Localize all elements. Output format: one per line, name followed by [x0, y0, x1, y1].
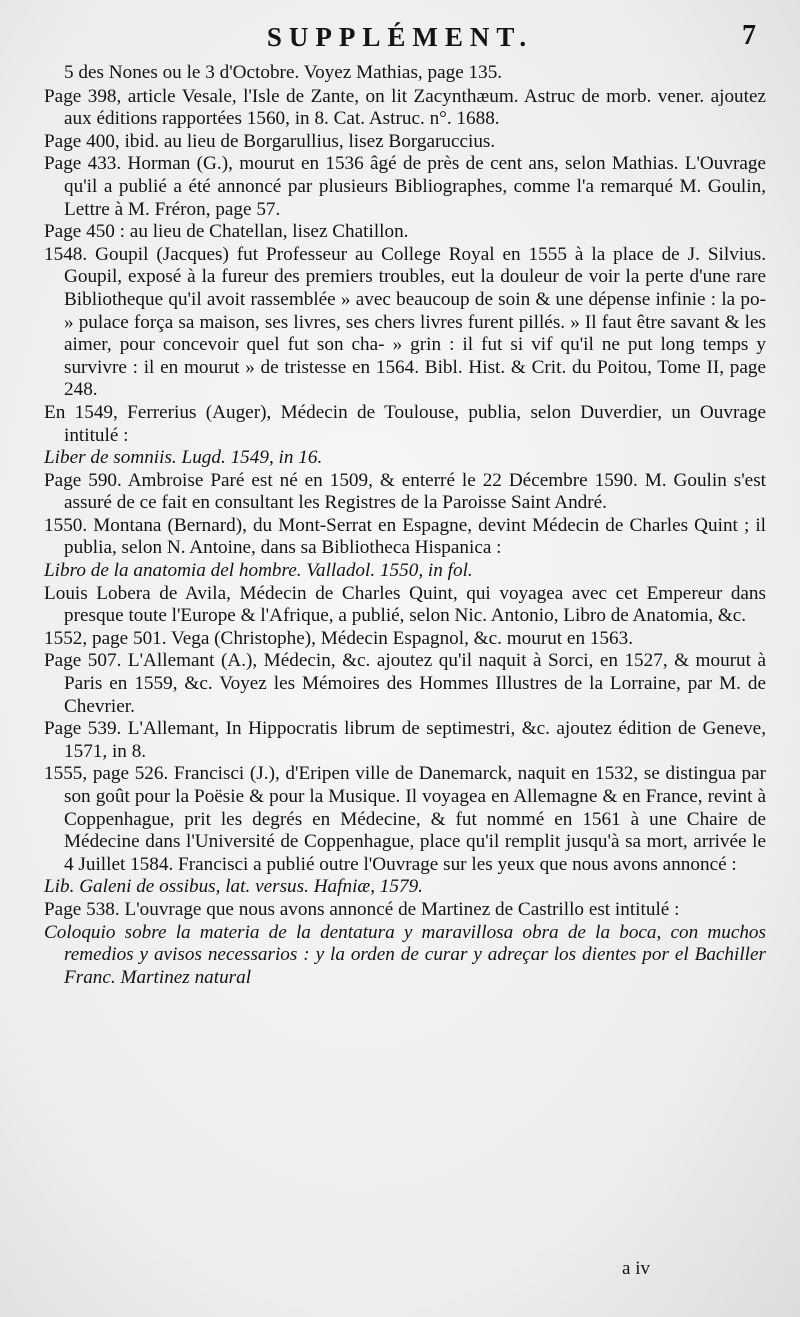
paragraph: Page 398, article Vesale, l'Isle de Zante, on lit Zacynthæum. Astruc de morb. vener. ajoutez aux éditions rapportées 1560, in 8. Cat. Astruc. n°. 1688.	[44, 85, 766, 130]
paragraph: 1548. Goupil (Jacques) fut Professeur au College Royal en 1555 à la place de J. Silvius. Goupil, exposé à la fureur des premiers troubles, eut la douleur de voir la perte d'une rare Bibliotheque qu'il avoit rassemblée » avec beaucoup de soin & une dépense infinie : la po- » pulace força sa maison, ses livres, ses chers livres furent pillés. » Il faut être savant & les aimer, pour concevoir quel fut son cha- » grin : il fut si vif qu'il ne put long temps y survivre : il en mourut » de tristesse en 1564. Bibl. Hist. & Crit. du Poitou, Tome II, page 248.	[44, 243, 766, 401]
paragraph: 1555, page 526. Francisci (J.), d'Eripen ville de Danemarck, naquit en 1532, se distingua par son goût pour la Poësie & pour la Musique. Il voyagea en Allemagne & en France, revint à Coppenhague, prit les degrés en Médecine, & fut nommé en 1561 à une Chaire de Médecine dans l'Université de Coppenhague, place qu'il remplit jusqu'à sa mort, arrivée le 4 Juillet 1584. Francisci a publié outre l'Ouvrage sur les yeux que nous avons annoncé :	[44, 763, 766, 875]
page-number: 7	[742, 20, 756, 51]
book-title: Libro de la anatomia del hombre. Valladol. 1550, in fol.	[44, 560, 473, 582]
paragraph: En 1549, Ferrerius (Auger), Médecin de Toulouse, publia, selon Duverdier, un Ouvrage intitulé :	[44, 401, 766, 446]
paragraph: Page 507. L'Allemant (A.), Médecin, &c. ajoutez qu'il naquit à Sorci, en 1527, & mourut à Paris en 1559, &c. Voyez les Mémoires des Hommes Illustres de la Lorraine, par M. de Chevrier.	[44, 650, 766, 717]
paragraph: Page 590. Ambroise Paré est né en 1509, & enterré le 22 Décembre 1590. M. Goulin s'est assuré de ce fait en consultant les Registres de la Paroisse Saint André.	[44, 469, 766, 514]
running-head: SUPPLÉMENT.	[266, 22, 534, 52]
book-title: Lib. Galeni de ossibus, lat. versus. Hafniæ, 1579.	[44, 876, 423, 898]
paragraph: Page 450 : au lieu de Chatellan, lisez Chatillon.	[44, 221, 409, 243]
paragraph: 1552, page 501. Vega (Christophe), Médecin Espagnol, &c. mourut en 1563.	[44, 627, 634, 649]
paragraph: Page 539. L'Allemant, In Hippocratis librum de septimestri, &c. ajoutez édition de Geneve, 1571, in 8.	[44, 718, 766, 762]
paragraph: Louis Lobera de Avila, Médecin de Charles Quint, qui voyagea avec cet Empereur dans presque toute l'Europe & l'Afrique, a publié, selon Nic. Antonio, Libro de Anatomia, &c.	[44, 582, 766, 627]
text-body	[44, 62, 766, 989]
paragraph: 1550. Montana (Bernard), du Mont-Serrat en Espagne, devint Médecin de Charles Quint ; il publia, selon N. Antoine, dans sa Bibliotheca Hispanica :	[44, 514, 766, 559]
book-title: Liber de somniis. Lugd. 1549, in 16.	[44, 447, 323, 469]
paragraph: Page 400, ibid. au lieu de Borgarullius, lisez Borgaruccius.	[44, 130, 496, 152]
paragraph: 5 des Nones ou le 3 d'Octobre. Voyez Mathias, page 135.	[64, 62, 503, 83]
book-title: Coloquio sobre la materia de la dentatura y maravillosa obra de la boca, con muchos remedios y avisos necessarios : y la orden de curar y adreçar los dientes por el Bachiller Franc. Martinez natural	[44, 921, 766, 988]
paragraph: Page 538. L'ouvrage que nous avons annoncé de Martinez de Castrillo est intitulé :	[44, 898, 680, 920]
catchword: a iv	[622, 1258, 650, 1279]
paragraph: Page 433. Horman (G.), mourut en 1536 âgé de près de cent ans, selon Mathias. L'Ouvrage qu'il a publié a été annoncé par plusieurs Bibliographes, comme l'a remarqué M. Goulin, Lettre à M. Fréron, page 57.	[44, 153, 766, 220]
